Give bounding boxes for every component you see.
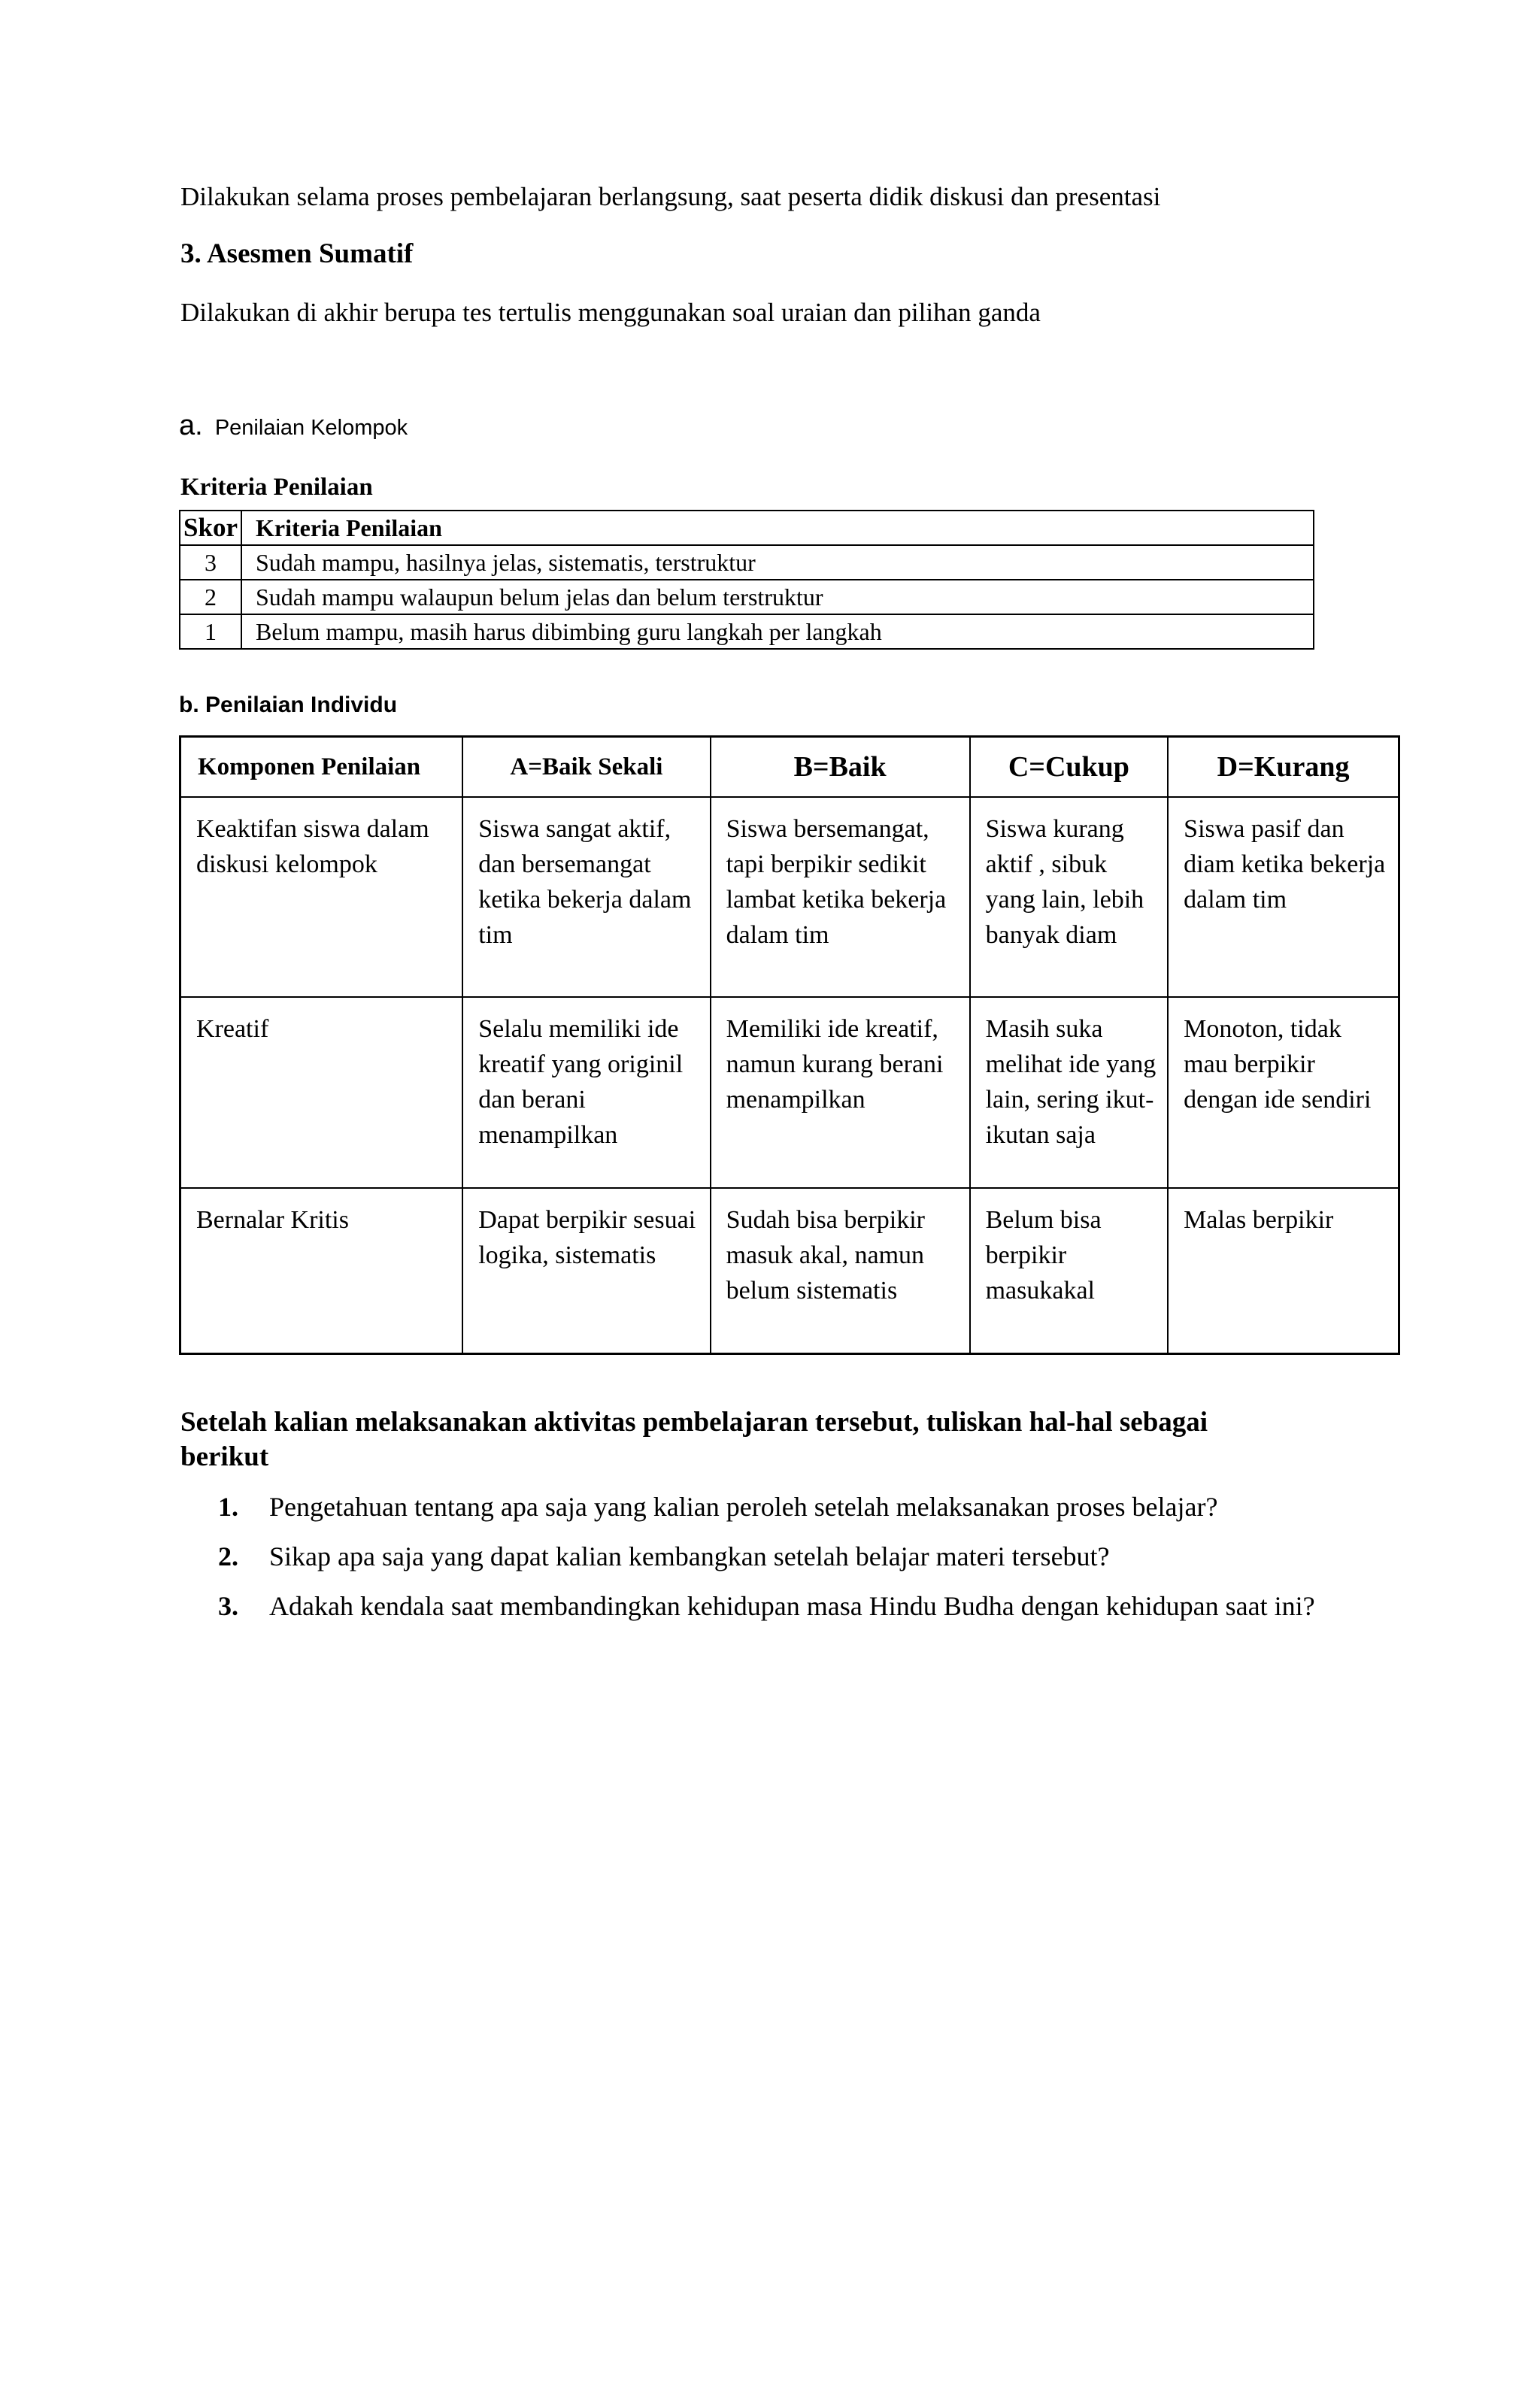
criteria-caption: Kriteria Penilaian [180, 474, 373, 501]
table-cell: Sudah mampu walaupun belum jelas dan belum terstruktur [241, 580, 1314, 614]
header-komponen: Komponen Penilaian [180, 737, 463, 798]
table-cell: Monoton, tidak mau berpikir dengan ide sendiri [1168, 997, 1399, 1188]
header-kriteria: Kriteria Penilaian [241, 511, 1314, 545]
header-kurang: D=Kurang [1168, 737, 1399, 798]
intro-text: Dilakukan selama proses pembelajaran berlangsung, saat peserta didik diskusi dan presentasi [180, 182, 1161, 211]
header-cukup: C=Cukup [970, 737, 1169, 798]
table-cell: Dapat berpikir sesuai logika, sistematis [462, 1188, 710, 1354]
table-cell: Memiliki ide kreatif, namun kurang berani menampilkan [711, 997, 970, 1188]
table-cell: Kreatif [180, 997, 463, 1188]
table-cell: Siswa pasif dan diam ketika bekerja dalam tim [1168, 797, 1399, 997]
header-baik: B=Baik [711, 737, 970, 798]
table-header-row [180, 511, 1314, 545]
individual-assessment-label: b. Penilaian Individu [179, 692, 398, 717]
table-cell: Siswa kurang aktif , sibuk yang lain, lebih banyak diam [970, 797, 1169, 997]
table-cell: 1 [180, 614, 241, 649]
list-marker: a. [179, 410, 203, 441]
table-cell: 2 [180, 580, 241, 614]
question-text: Sikap apa saja yang dapat kalian kembangkan setelah belajar materi tersebut? [269, 1541, 1110, 1571]
question-number: 3. [218, 1591, 238, 1621]
table-row [180, 580, 1314, 614]
section-text: Dilakukan di akhir berupa tes tertulis menggunakan soal uraian dan pilihan ganda [180, 298, 1041, 327]
table-row [180, 614, 1314, 649]
table-row [180, 997, 1399, 1188]
table-cell: Belum mampu, masih harus dibimbing guru langkah per langkah [241, 614, 1314, 649]
table-cell: Sudah mampu, hasilnya jelas, sistematis, terstruktur [241, 545, 1314, 580]
reflection-heading-line1: Setelah kalian melaksanakan aktivitas pembelajaran tersebut, tuliskan hal-hal sebagai [180, 1407, 1208, 1438]
list-item [218, 1490, 1412, 1523]
table-cell: Masih suka melihat ide yang lain, sering ikut-ikutan saja [970, 997, 1169, 1188]
table-row [180, 1188, 1399, 1354]
section-heading: 3. Asesmen Sumatif [180, 238, 414, 269]
group-assessment-title: Penilaian Kelompok [214, 416, 408, 440]
table-cell: Siswa bersemangat, tapi berpikir sedikit lambat ketika bekerja dalam tim [711, 797, 970, 997]
question-number: 2. [218, 1541, 238, 1571]
table-cell: Keaktifan siswa dalam diskusi kelompok [180, 797, 463, 997]
table-cell: Siswa sangat aktif, dan bersemangat ketika bekerja dalam tim [462, 797, 710, 997]
question-text: Pengetahuan tentang apa saja yang kalian peroleh setelah melaksanakan proses belajar? [269, 1492, 1218, 1522]
group-assessment-label [179, 411, 408, 443]
table-cell: Selalu memiliki ide kreatif yang originil dan berani menampilkan [462, 997, 710, 1188]
reflection-question-list [218, 1490, 1412, 1639]
table-cell: Belum bisa berpikir masukakal [970, 1188, 1169, 1354]
table-cell: 3 [180, 545, 241, 580]
table-cell: Malas berpikir [1168, 1188, 1399, 1354]
reflection-heading-line2: berikut [180, 1441, 269, 1472]
table-cell: Sudah bisa berpikir masuk akal, namun belum sistematis [711, 1188, 970, 1354]
table-row [180, 545, 1314, 580]
list-item [218, 1590, 1412, 1623]
question-text: Adakah kendala saat membandingkan kehidupan masa Hindu Budha dengan kehidupan saat ini? [269, 1591, 1315, 1621]
group-criteria-table [179, 510, 1314, 650]
table-header-row [180, 737, 1399, 798]
question-number: 1. [218, 1492, 238, 1522]
header-baik-sekali: A=Baik Sekali [462, 737, 710, 798]
individual-rubric-table [179, 735, 1400, 1355]
header-skor: Skor [180, 511, 241, 545]
list-item [218, 1540, 1412, 1573]
table-row [180, 797, 1399, 997]
table-cell: Bernalar Kritis [180, 1188, 463, 1354]
